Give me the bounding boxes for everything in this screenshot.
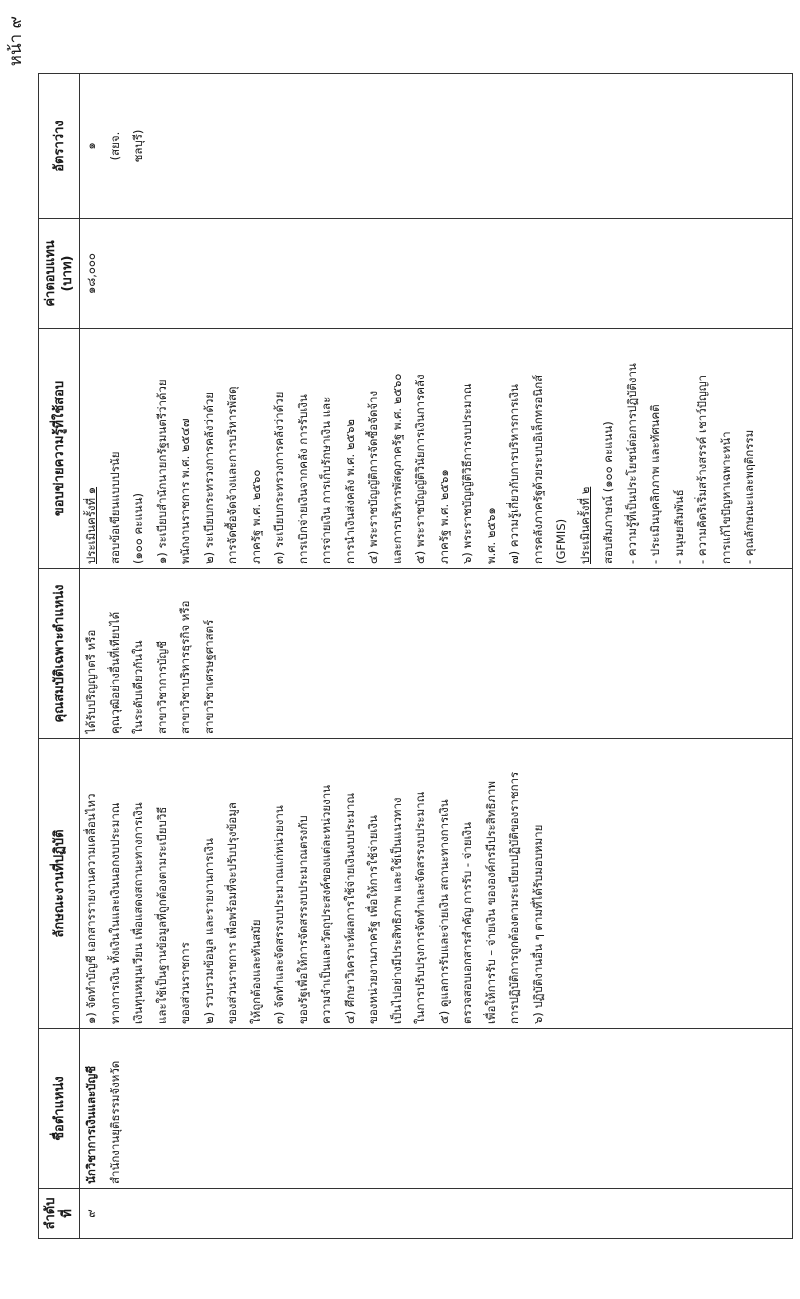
- qualification-line: สาขาวิชาการบัญชี: [154, 640, 169, 734]
- duty-line: ในการปรับปรุงการจัดทำและจัดสรรงบประมาณ: [413, 791, 427, 1024]
- exam-line: ๑) ระเบียบสำนักนายกรัฐมนตรีว่าด้วย: [154, 379, 169, 564]
- duty-line: เพื่อให้การรับ – จ่ายเงิน ขององค์กรมีประสิทธิภาพ: [483, 781, 498, 1024]
- position-table: [38, 73, 793, 1239]
- duty-line: ของหน่วยงานภาครัฐ เพื่อให้การใช้จ่ายเงิน: [366, 815, 380, 1024]
- position-line: นักวิชาการเงินและบัญชี: [84, 1065, 98, 1184]
- exam-line: (๑๐๐ คะแนน): [131, 493, 145, 564]
- duty-line: ของส่วนราชการ เพื่อพร้อมที่จะปรับปรุงข้อมูล: [225, 802, 239, 1024]
- qualification-line: สาขาวิชาบริหารธุรกิจ หรือ: [178, 600, 192, 734]
- qualification-cell: [80, 569, 793, 739]
- qualification-line: ได้รับปริญญาตรี หรือ: [84, 629, 98, 734]
- header-position: ชื่อตำแหน่ง: [39, 1029, 80, 1189]
- qualification-line: สาขาวิชาเศรษฐศาสตร์: [201, 619, 216, 734]
- qualification-line: ในระดับเดียวกันใน: [131, 640, 145, 734]
- vacancy-line: (สยจ.: [107, 131, 122, 161]
- vacancy-line: ๑: [84, 142, 98, 150]
- exam-line: ภาครัฐ พ.ศ. ๒๕๖๐: [248, 469, 263, 564]
- exam-line: ๒) ระเบียบกระทรวงการคลังว่าด้วย: [201, 391, 216, 564]
- exam-line: ๗) ความรู้เกี่ยวกับการบริหารการเงิน: [507, 384, 521, 564]
- seq-value: ๙: [84, 1209, 98, 1218]
- exam-line: ๕) พระราชบัญญัติวินัยการเงินการคลัง: [413, 374, 427, 564]
- exam-line: การนำเงินส่งคลัง พ.ศ. ๒๕๖๒: [342, 419, 357, 564]
- exam-line: ๓) ระเบียบกระทรวงการคลังว่าด้วย: [272, 391, 286, 564]
- exam-line: และการบริหารพัสดุภาครัฐ พ.ศ. ๒๕๖๐: [389, 373, 404, 564]
- duty-line: ๔) ศึกษาวิเคราะห์ผลการใช้จ่ายเงินงบประมาณ: [342, 792, 357, 1024]
- header-vacancy: อัตราว่าง: [39, 74, 80, 219]
- exam-line: พนักงานราชการ พ.ศ. ๒๕๔๗: [178, 418, 192, 564]
- exam-line: (GFMIS): [554, 518, 568, 564]
- exam-line: - คุณลักษณะและพฤติกรรม: [742, 429, 756, 564]
- header-salary: ค่าตอบแทน (บาท): [39, 219, 80, 329]
- duty-line: ของรัฐเพื่อให้การจัดสรรงบประมาณตรงกับ: [295, 815, 310, 1024]
- header-duties: ลักษณะงานที่ปฏิบัติ: [39, 739, 80, 1029]
- table-row: [80, 74, 793, 1239]
- exam-line: ๖) พระราชบัญญัติวิธีการงบประมาณ: [460, 383, 474, 564]
- exam-round1-title: ประเมินครั้งที่ ๑: [84, 486, 98, 564]
- duty-line: ของส่วนราชการ: [178, 942, 192, 1024]
- exam-line: การเบิกจ่ายเงินจากคลัง การรับเงิน: [295, 394, 310, 564]
- duty-line: และใช้เป็นฐานข้อมูลที่ถูกต้องตามระเบียบวิธี: [154, 806, 169, 1024]
- header-seq: ลำดับ ที่: [39, 1189, 80, 1239]
- salary-value: ๑๘,๐๐๐: [84, 253, 98, 294]
- duty-line: เป็นไปอย่างมีประสิทธิภาพ และใช้เป็นแนวทาง: [389, 797, 404, 1024]
- salary-cell: [80, 219, 793, 329]
- exam-line: พ.ศ. ๒๕๖๑: [483, 507, 498, 564]
- exam-round2-title: ประเมินครั้งที่ ๒: [577, 486, 592, 564]
- duties-cell: [80, 739, 793, 1029]
- exam-line: - ความคิดริเริ่มสร้างสรรค์ เชาว์ปัญญา: [695, 374, 709, 564]
- duty-line: ๓) จัดทำและจัดสรรงบประมาณแก่หน่วยงาน: [272, 805, 286, 1024]
- duty-line: ๑) จัดทำบัญชี เอกสารรายงานความเคลื่อนไหว: [84, 793, 98, 1024]
- duty-line: เงินทุนหมุนเวียน เพื่อแสดงสถานะทางการเงิน: [131, 802, 145, 1024]
- page-number: หน้า ๙: [6, 16, 26, 67]
- exam-line: ๔) พระราชบัญญัติการจัดซื้อจัดจ้าง: [366, 390, 380, 564]
- vacancy-cell: [80, 74, 793, 219]
- position-cell: [80, 1029, 793, 1189]
- header-qualification: คุณสมบัติเฉพาะตำแหน่ง: [39, 569, 80, 739]
- qualification-line: คุณวุฒิอย่างอื่นที่เทียบได้: [107, 611, 122, 734]
- table-header-row: [39, 74, 80, 1239]
- exam-line: สอบสัมภาษณ์ (๑๐๐ คะแนน): [601, 421, 615, 564]
- duty-line: ๕) ดูแลการรับและจ่ายเงิน สถานะทางการเงิน: [436, 799, 451, 1024]
- duty-line: ๖) ปฏิบัติงานอื่น ๆ ตามที่ได้รับมอบหมาย: [530, 824, 545, 1024]
- header-exam-scope: ขอบข่ายความรู้ที่ใช้สอบ: [39, 329, 80, 569]
- exam-scope-cell: [80, 329, 793, 569]
- exam-line: การคลังภาครัฐด้วยระบบอิเล็กทรอนิกส์: [530, 374, 545, 564]
- duty-line: ทางการเงิน ทั้งเงินในและเงินนอกงบประมาณ: [107, 802, 122, 1024]
- exam-line: - มนุษยสัมพันธ์: [671, 489, 686, 564]
- duty-line: ตรวจสอบเอกสารสำคัญ การรับ - จ่ายเงิน: [460, 821, 474, 1024]
- seq-cell: [80, 1189, 793, 1239]
- exam-line: การจัดซื้อจัดจ้างและการบริหารพัสดุ: [225, 386, 239, 564]
- duty-line: ให้ถูกต้องและทันสมัย: [248, 919, 263, 1024]
- vacancy-line: ชลบุรี): [131, 129, 145, 163]
- exam-line: - ความรู้ที่เป็นประโยชน์ต่อการปฏิบัติงาน: [624, 363, 639, 564]
- exam-line: ภาครัฐ พ.ศ. ๒๕๖๑: [436, 469, 451, 564]
- duty-line: การปฏิบัติการถูกต้องตามระเบียบปฏิบัติของราชการ: [507, 771, 521, 1024]
- exam-line: การแก้ไขปัญหาเฉพาะหน้า: [718, 431, 733, 564]
- duty-line: ความจำเป็นและวัตถุประสงค์ของแต่ละหน่วยงาน: [319, 784, 333, 1024]
- exam-line: การจ่ายเงิน การเก็บรักษาเงิน และ: [319, 396, 333, 564]
- position-line: สำนักงานยุติธรรมจังหวัด: [107, 1060, 122, 1184]
- exam-line: - ประเมินบุคลิกภาพ และทัศนคติ: [648, 404, 662, 564]
- exam-line: สอบข้อเขียนแบบปรนัย: [107, 451, 122, 564]
- duty-line: ๒) รวบรวมข้อมูล และรายงานการเงิน: [201, 838, 216, 1024]
